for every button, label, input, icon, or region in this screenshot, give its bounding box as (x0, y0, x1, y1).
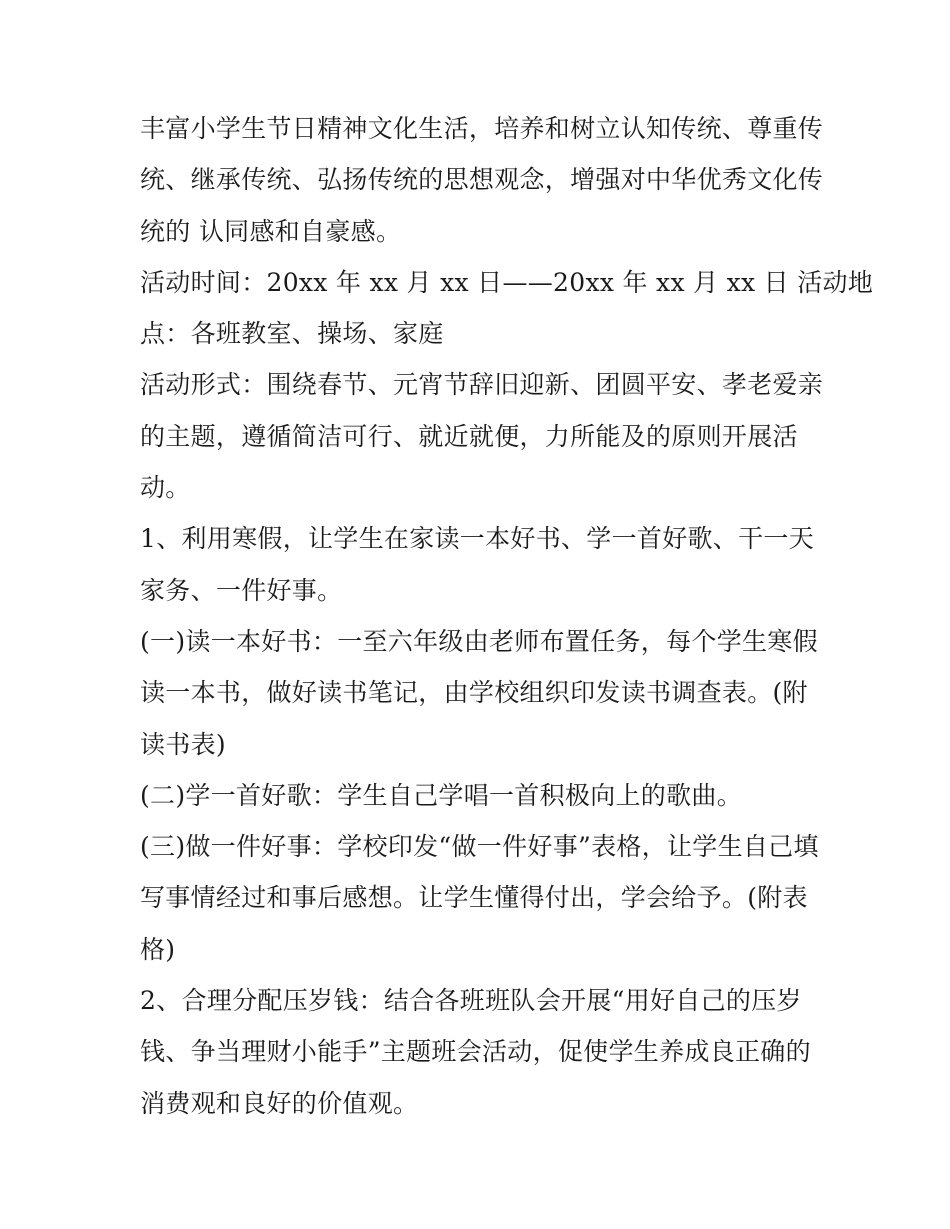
text-line: (二)学一首好歌：学生自己学唱一首积极向上的歌曲。 (140, 780, 743, 810)
text-line: 动。 (140, 473, 191, 503)
text-line: 1、利用寒假，让学生在家读一本好书、学一首好歌、干一天 (140, 524, 815, 554)
text-line: 丰富小学生节日精神文化生活，培养和树立认知传统、尊重传 (140, 114, 824, 143)
document-body (140, 103, 874, 1129)
text-line: 的主题，遵循简洁可行、就近就便，力所能及的原则开展活 (140, 421, 798, 451)
text-line: 读书表) (140, 729, 226, 759)
text-line: 活动时间：20xx 年 xx 月 xx 日——20xx 年 xx 月 xx 日 活动地 (140, 267, 874, 297)
text-line: 统、继承传统、弘扬传统的思想观念，增强对中华优秀文化传 (140, 165, 824, 195)
text-line: 活动形式：围绕春节、元宵节辞旧迎新、团圆平安、孝老爱亲 (140, 370, 824, 400)
text-line: 2、合理分配压岁钱：结合各班班队会开展“用好自己的压岁 (140, 986, 802, 1016)
text-line: 家务、一件好事。 (140, 575, 343, 605)
text-line: (三)做一件好事：学校印发“做一件好事”表格，让学生自己填 (140, 832, 819, 862)
text-line: 消费观和良好的价值观。 (140, 1088, 419, 1118)
text-line: 钱、争当理财小能手”主题班会活动，促使学生养成良正确的 (140, 1037, 811, 1067)
text-line: 读一本书，做好读书笔记，由学校组织印发读书调查表。(附 (140, 678, 808, 708)
text-line: 格) (140, 934, 176, 964)
text-line: 写事情经过和事后感想。让学生懂得付出，学会给予。(附表 (140, 883, 808, 913)
text-line: 点：各班教室、操场、家庭 (140, 319, 444, 349)
text-line: (一)读一本好书：一至六年级由老师布置任务，每个学生寒假 (140, 626, 818, 656)
text-line: 统的 认同感和自豪感。 (140, 216, 402, 246)
